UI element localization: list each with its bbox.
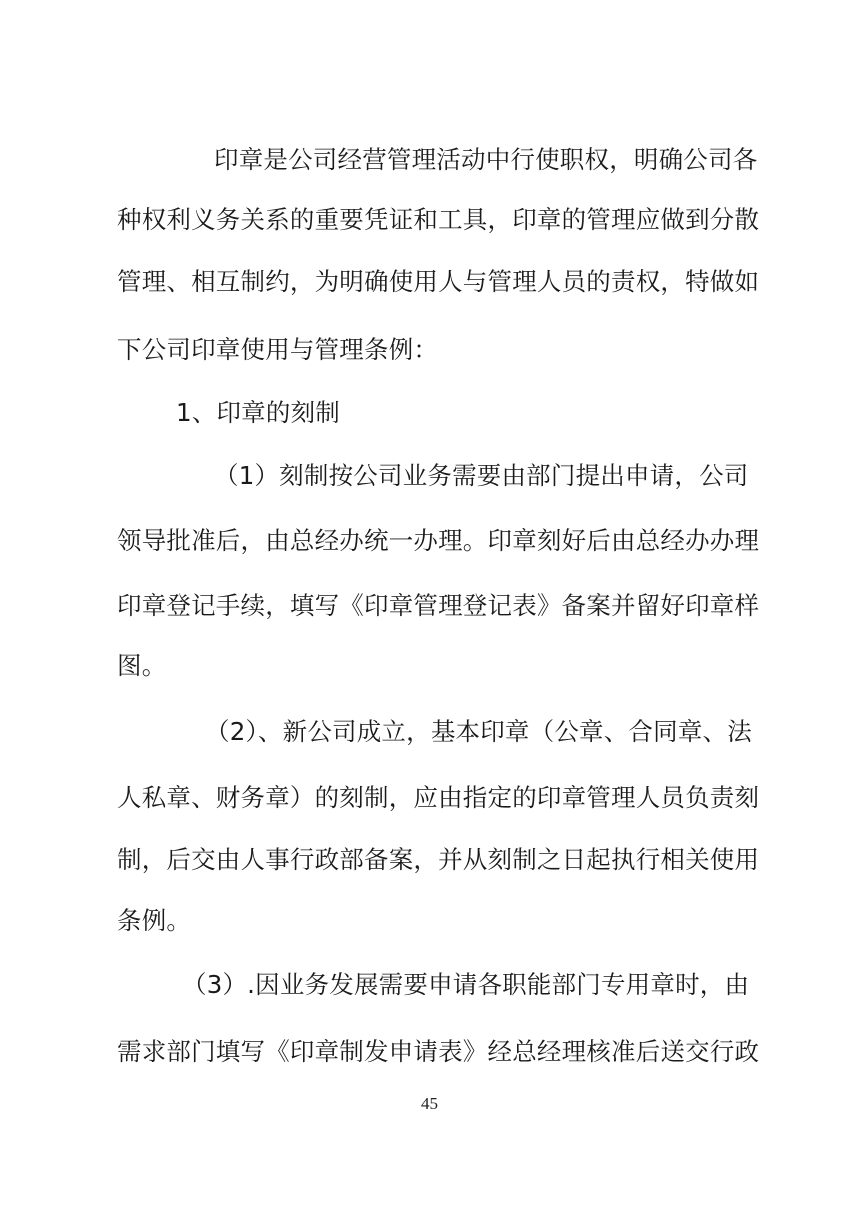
paragraph-line: （1）刻制按公司业务需要由部门提出申请，公司 xyxy=(214,461,749,490)
section-heading: 1、印章的刻制 xyxy=(176,398,340,427)
paragraph-line: 下公司印章使用与管理条例： xyxy=(117,335,439,364)
paragraph-line: 印章登记手续，填写《印章管理登记表》备案并留好印章样 xyxy=(117,591,760,620)
page-number: 45 xyxy=(421,1094,438,1113)
paragraph-line: 图。 xyxy=(117,651,167,680)
paragraph-line: 条例。 xyxy=(117,906,192,935)
paragraph-line: 印章是公司经营管理活动中行使职权，明确公司各 xyxy=(214,145,758,174)
paragraph-line: （3）.因业务发展需要申请各职能部门专用章时，由 xyxy=(182,970,750,999)
paragraph-line: 需求部门填写《印章制发申请表》经总经理核准后送交行政 xyxy=(117,1037,760,1066)
paragraph-line: 制，后交由人事行政部备案，并从刻制之日起执行相关使用 xyxy=(117,845,760,874)
paragraph-line: 管理、相互制约，为明确使用人与管理人员的责权，特做如 xyxy=(117,267,760,296)
paragraph-line: 种权利义务关系的重要凭证和工具，印章的管理应做到分散 xyxy=(117,205,760,234)
paragraph-line: 人私章、财务章）的刻制，应由指定的印章管理人员负责刻 xyxy=(117,783,760,812)
paragraph-line: （2）、新公司成立，基本印章（公章、合同章、法 xyxy=(205,717,752,746)
paragraph-line: 领导批准后，由总经办统一办理。印章刻好后由总经办办理 xyxy=(117,526,760,555)
